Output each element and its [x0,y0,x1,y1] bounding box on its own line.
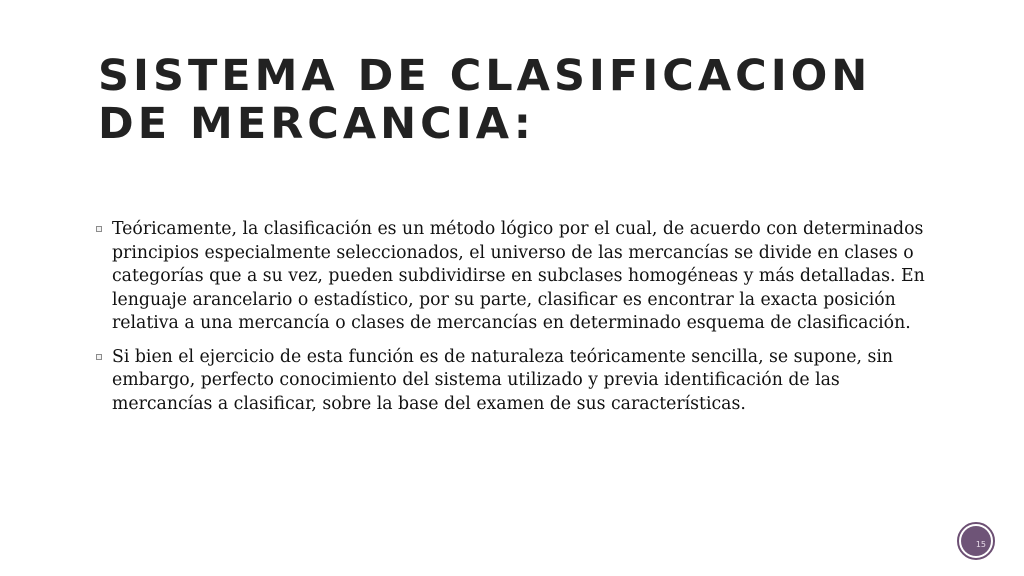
bullet-text: Teóricamente, la clasificación es un método lógico por el cual, de acuerdo con determinados principios especialmente seleccionados, el universo de las mercancías se divide en clases o categorías que a su vez, pueden subdividirse en subclases homogéneas y más detalladas. En lenguaje arancelario o estadístico, por su parte, clasificar es encontrar la exacta posición relativa a una mercancía o clases de mercancías en determinado esquema de clasificación. [112,219,925,333]
square-bullet-icon [96,226,102,232]
bullet-text: Si bien el ejercicio de esta función es de naturaleza teóricamente sencilla, se supone, sin embargo, perfecto conocimiento del sistema utilizado y previa identificación de las mercancías a clasificar, sobre la base del examen de sus características. [112,346,893,414]
page-number: 15 [961,526,991,556]
bullet-item [96,218,936,336]
slide-title: SISTEMA DE CLASIFICACION DE MERCANCIA: [98,51,872,149]
page-number-badge [957,522,995,560]
bullet-item [96,346,936,417]
square-bullet-icon [96,354,102,360]
bullet-list [96,218,936,426]
